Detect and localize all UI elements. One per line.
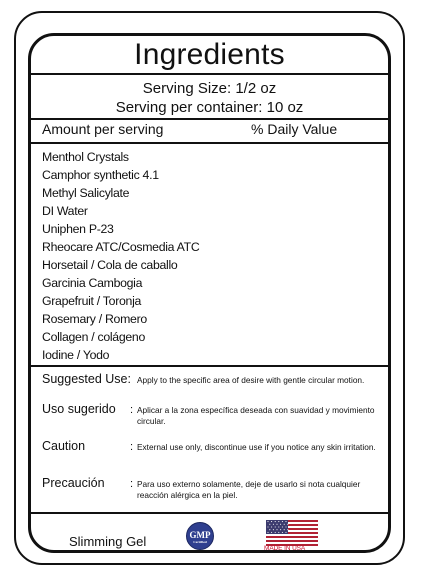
flag-star xyxy=(284,529,285,530)
flag-stripe xyxy=(266,540,318,542)
flag-star xyxy=(276,529,277,530)
flag-star xyxy=(278,526,279,527)
flag-star xyxy=(285,526,286,527)
flag-star xyxy=(282,532,283,533)
flag-stripe xyxy=(266,536,318,538)
ingredients-panel xyxy=(28,33,391,553)
flag-star xyxy=(267,521,268,522)
flag-star xyxy=(280,524,281,525)
ingredient-item: Menthol Crystals xyxy=(42,150,129,164)
flag-star xyxy=(285,532,286,533)
flag-star xyxy=(275,521,276,522)
ingredient-item: Horsetail / Cola de caballo xyxy=(42,258,178,272)
flag-star xyxy=(282,526,283,527)
flag-star xyxy=(287,524,288,525)
flag-star xyxy=(267,532,268,533)
flag-star xyxy=(269,529,270,530)
flag-stripe xyxy=(266,542,318,544)
panel-title: Ingredients xyxy=(134,38,285,71)
flag-star xyxy=(278,521,279,522)
flag-star xyxy=(271,521,272,522)
ingredient-item: DI Water xyxy=(42,204,88,218)
ingredient-item: Uniphen P-23 xyxy=(42,222,114,236)
gmp-badge-icon xyxy=(186,522,214,550)
daily-value-header: % Daily Value xyxy=(251,121,338,137)
us-flag-icon xyxy=(266,520,318,546)
servings-per-container: Serving per container: 10 oz xyxy=(115,99,304,116)
flag-star xyxy=(273,529,274,530)
ingredient-list xyxy=(42,148,199,364)
flag-star xyxy=(276,524,277,525)
ingredient-item: Iodine / Yodo xyxy=(42,348,110,362)
flag-star xyxy=(285,521,286,522)
flag-star xyxy=(273,524,274,525)
amount-per-serving-header: Amount per serving xyxy=(42,121,164,137)
ingredient-item: Rheocare ATC/Cosmedia ATC xyxy=(42,240,200,254)
caution-label: Caution xyxy=(42,439,86,453)
ingredient-item: Garcinia Cambogia xyxy=(42,276,143,290)
divider xyxy=(31,73,388,75)
flag-star xyxy=(280,529,281,530)
flag-star xyxy=(287,529,288,530)
uso-sugerido-label: Uso sugerido xyxy=(42,402,116,416)
ingredient-item: Methyl Salicylate xyxy=(42,186,130,200)
caution-colon: : xyxy=(130,441,134,453)
serving-size: Serving Size: 1/2 oz xyxy=(142,80,277,97)
divider xyxy=(31,142,388,144)
ingredient-item: Camphor synthetic 4.1 xyxy=(42,168,159,182)
gmp-badge-subtext: Certified xyxy=(193,540,207,544)
flag-stripe xyxy=(266,538,318,540)
made-in-usa-caption: MADE IN USA xyxy=(264,545,306,552)
uso-sugerido-text: Aplicar a la zona específica deseada con suavidad y movimiento circular. xyxy=(137,405,375,426)
flag-star xyxy=(271,526,272,527)
divider xyxy=(31,365,388,367)
flag-stripe xyxy=(266,534,318,536)
flag-star xyxy=(267,526,268,527)
flag-star xyxy=(278,532,279,533)
ingredient-item: Collagen / colágeno xyxy=(42,330,146,344)
flag-star xyxy=(269,524,270,525)
suggested-use-label: Suggested Use: xyxy=(42,372,131,386)
precaucion-text: Para uso externo solamente, deje de usarlo si nota cualquier reacción alérgica en la piel. xyxy=(137,479,361,500)
divider xyxy=(31,512,388,514)
suggested-use-text: Apply to the specific area of desire with gentle circular motion. xyxy=(137,375,365,385)
precaucion-colon: : xyxy=(130,478,134,490)
ingredient-item: Rosemary / Romero xyxy=(42,312,147,326)
product-name: Slimming Gel xyxy=(69,534,147,549)
divider xyxy=(31,118,388,120)
flag-star xyxy=(271,532,272,533)
precaucion-label: Precaución xyxy=(42,476,105,490)
flag-star xyxy=(282,521,283,522)
flag-canton xyxy=(266,520,288,534)
flag-star xyxy=(275,526,276,527)
uso-sugerido-colon: : xyxy=(130,404,134,416)
ingredient-item: Grapefruit / Toronja xyxy=(42,294,142,308)
flag-star xyxy=(275,532,276,533)
flag-star xyxy=(284,524,285,525)
caution-text: External use only, discontinue use if you notice any skin irritation. xyxy=(137,442,376,452)
gmp-badge-text: GMP xyxy=(189,530,211,540)
